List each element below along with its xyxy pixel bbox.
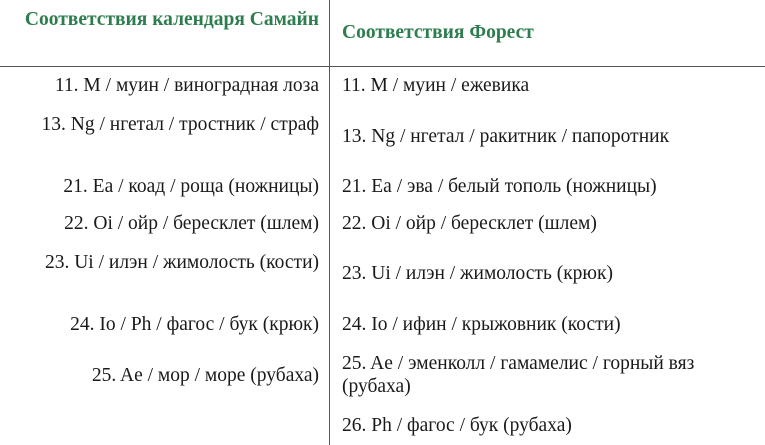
header-right: Соответствия Форест	[342, 22, 534, 43]
row-4-left: 22. Oi / ойр / бересклет (шлем)	[64, 213, 319, 234]
row-1-left: 11. M / муин / виноградная лоза	[54, 75, 319, 96]
row-2-right: 13. Ng / нгетал / ракитник / папоротник	[342, 126, 670, 147]
row-7-left: 25. Ae / мор / море (рубаха)	[91, 365, 319, 386]
header-divider	[0, 66, 765, 67]
row-6-right: 24. Io / ифин / крыжовник (кости)	[342, 314, 621, 335]
row-1-right: 11. M / муин / ежевика	[342, 75, 530, 96]
row-5-right: 23. Ui / илэн / жимолость (крюк)	[342, 263, 613, 284]
row-7-right: 25. Ae / эменколл / гамамелис / горный вяз (рубаха)	[342, 353, 695, 397]
row-4-right: 22. Oi / ойр / бересклет (шлем)	[342, 213, 597, 234]
row-3-left: 21. Ea / коад / роща (ножницы)	[63, 176, 319, 197]
row-8-right: 26. Ph / фагос / бук (рубаха)	[342, 415, 572, 436]
row-5-left: 23. Ui / илэн / жимолость (кости)	[44, 252, 319, 273]
row-3-right: 21. Ea / эва / белый тополь (ножницы)	[342, 176, 657, 197]
header-left: Соответствия календаря Самайн	[24, 9, 319, 30]
row-6-left: 24. Io / Ph / фагос / бук (крюк)	[70, 314, 319, 335]
row-2-left: 13. Ng / нгетал / тростник / страф	[41, 114, 319, 135]
